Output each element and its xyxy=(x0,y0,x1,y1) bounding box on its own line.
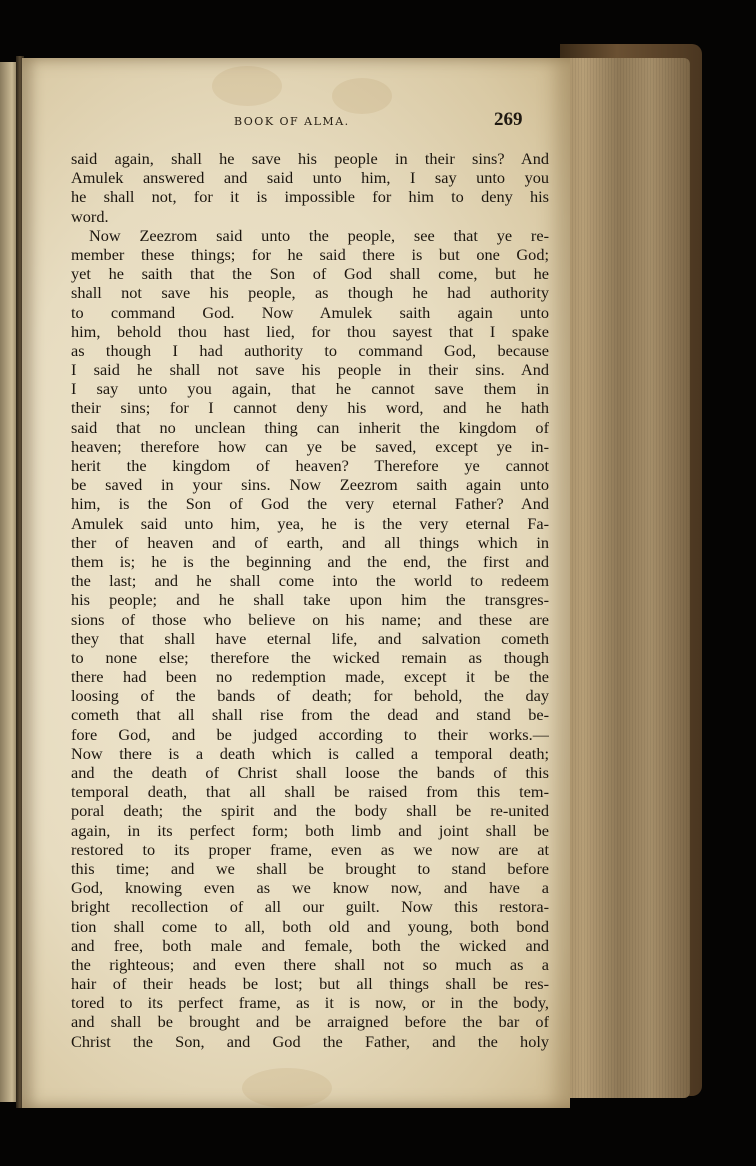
text-line: poral death; the spirit and the body shall be re-united xyxy=(71,801,549,821)
text-line: their sins; for I cannot deny his word, and he hath xyxy=(71,398,549,418)
text-line: him, behold thou hast lied, for thou sayest that I spake xyxy=(71,321,549,341)
text-line: to none else; therefore the wicked remain as though xyxy=(71,647,549,667)
text-line: the last; and he shall come into the world to redeem xyxy=(71,571,549,591)
page-edges xyxy=(560,58,690,1098)
text-line: his people; and he shall take upon him the transgres- xyxy=(71,590,549,610)
text-line: said again, shall he save his people in their sins? And xyxy=(71,149,549,168)
text-line: he shall not, for it is impossible for him to deny his xyxy=(71,187,549,207)
text-line: there had been no redemption made, except it be the xyxy=(71,667,549,687)
text-line: I said he shall not save his people in their sins. And xyxy=(71,360,549,380)
text-line: Christ the Son, and God the Father, and the holy xyxy=(71,1031,549,1051)
text-line: be saved in your sins. Now Zeezrom saith again unto xyxy=(71,475,549,495)
text-line: this time; and we shall be brought to stand before xyxy=(71,858,549,878)
running-head-title: BOOK OF ALMA. xyxy=(234,115,350,128)
book-page xyxy=(22,58,570,1108)
page-stain xyxy=(242,1068,332,1108)
text-line: yet he saith that the Son of God shall come, but he xyxy=(71,264,549,284)
text-line: him, is the Son of God the very eternal Father? And xyxy=(71,494,549,514)
text-line: member these things; for he said there is but one God; xyxy=(71,244,549,264)
text-line: heaven; therefore how can ye be saved, except ye in- xyxy=(71,436,549,456)
text-line: said that no unclean thing can inherit the kingdom of xyxy=(71,417,549,437)
body-text xyxy=(71,149,549,1051)
text-line: tored to its perfect frame, as it is now, or in the body, xyxy=(71,993,549,1013)
text-line: fore God, and be judged according to their works.— xyxy=(71,724,549,744)
text-line: sions of those who believe on his name; and these are xyxy=(71,609,549,629)
text-line: temporal death, that all shall be raised from this tem- xyxy=(71,782,549,802)
text-line: again, in its perfect form; both limb and joint shall be xyxy=(71,820,549,840)
text-line: Now Zeezrom said unto the people, see that ye re- xyxy=(89,225,549,245)
text-line: restored to its proper frame, even as we now are at xyxy=(71,839,549,859)
text-line: tion shall come to all, both old and young, both bond xyxy=(71,916,549,936)
text-line: ther of heaven and of earth, and all things which in xyxy=(71,532,549,552)
text-line: them is; he is the beginning and the end, the first and xyxy=(71,551,549,571)
text-line: and free, both male and female, both the wicked and xyxy=(71,935,549,955)
text-line: God, knowing even as we know now, and have a xyxy=(71,878,549,898)
text-line: hair of their heads be lost; but all things shall be res- xyxy=(71,974,549,994)
text-line: Amulek said unto him, yea, he is the very eternal Fa- xyxy=(71,513,549,533)
text-line: and the death of Christ shall loose the bands of this xyxy=(71,763,549,782)
text-line: they that shall have eternal life, and salvation cometh xyxy=(71,628,549,648)
text-line: and shall be brought and be arraigned before the bar of xyxy=(71,1012,549,1032)
running-head xyxy=(22,109,570,133)
page-stain xyxy=(332,78,392,114)
page-stain xyxy=(212,66,282,106)
text-line: as though I had authority to command God, because xyxy=(71,340,549,360)
text-line: word. xyxy=(71,206,109,226)
text-line: bright recollection of all our guilt. Now this restora- xyxy=(71,897,549,917)
text-line: cometh that all shall rise from the dead and stand be- xyxy=(71,705,549,725)
text-line: to command God. Now Amulek saith again unto xyxy=(71,302,549,322)
text-line: Amulek answered and said unto him, I say unto you xyxy=(71,168,549,188)
text-line: I say unto you again, that he cannot save them in xyxy=(71,379,549,399)
text-line: loosing of the bands of death; for behold, the day xyxy=(71,686,549,706)
page-number: 269 xyxy=(494,109,523,130)
text-line: shall not save his people, as though he had authority xyxy=(71,283,549,303)
text-line: the righteous; and even there shall not so much as a xyxy=(71,954,549,974)
text-line: herit the kingdom of heaven? Therefore ye cannot xyxy=(71,456,549,475)
text-line: Now there is a death which is called a temporal death; xyxy=(71,743,549,763)
